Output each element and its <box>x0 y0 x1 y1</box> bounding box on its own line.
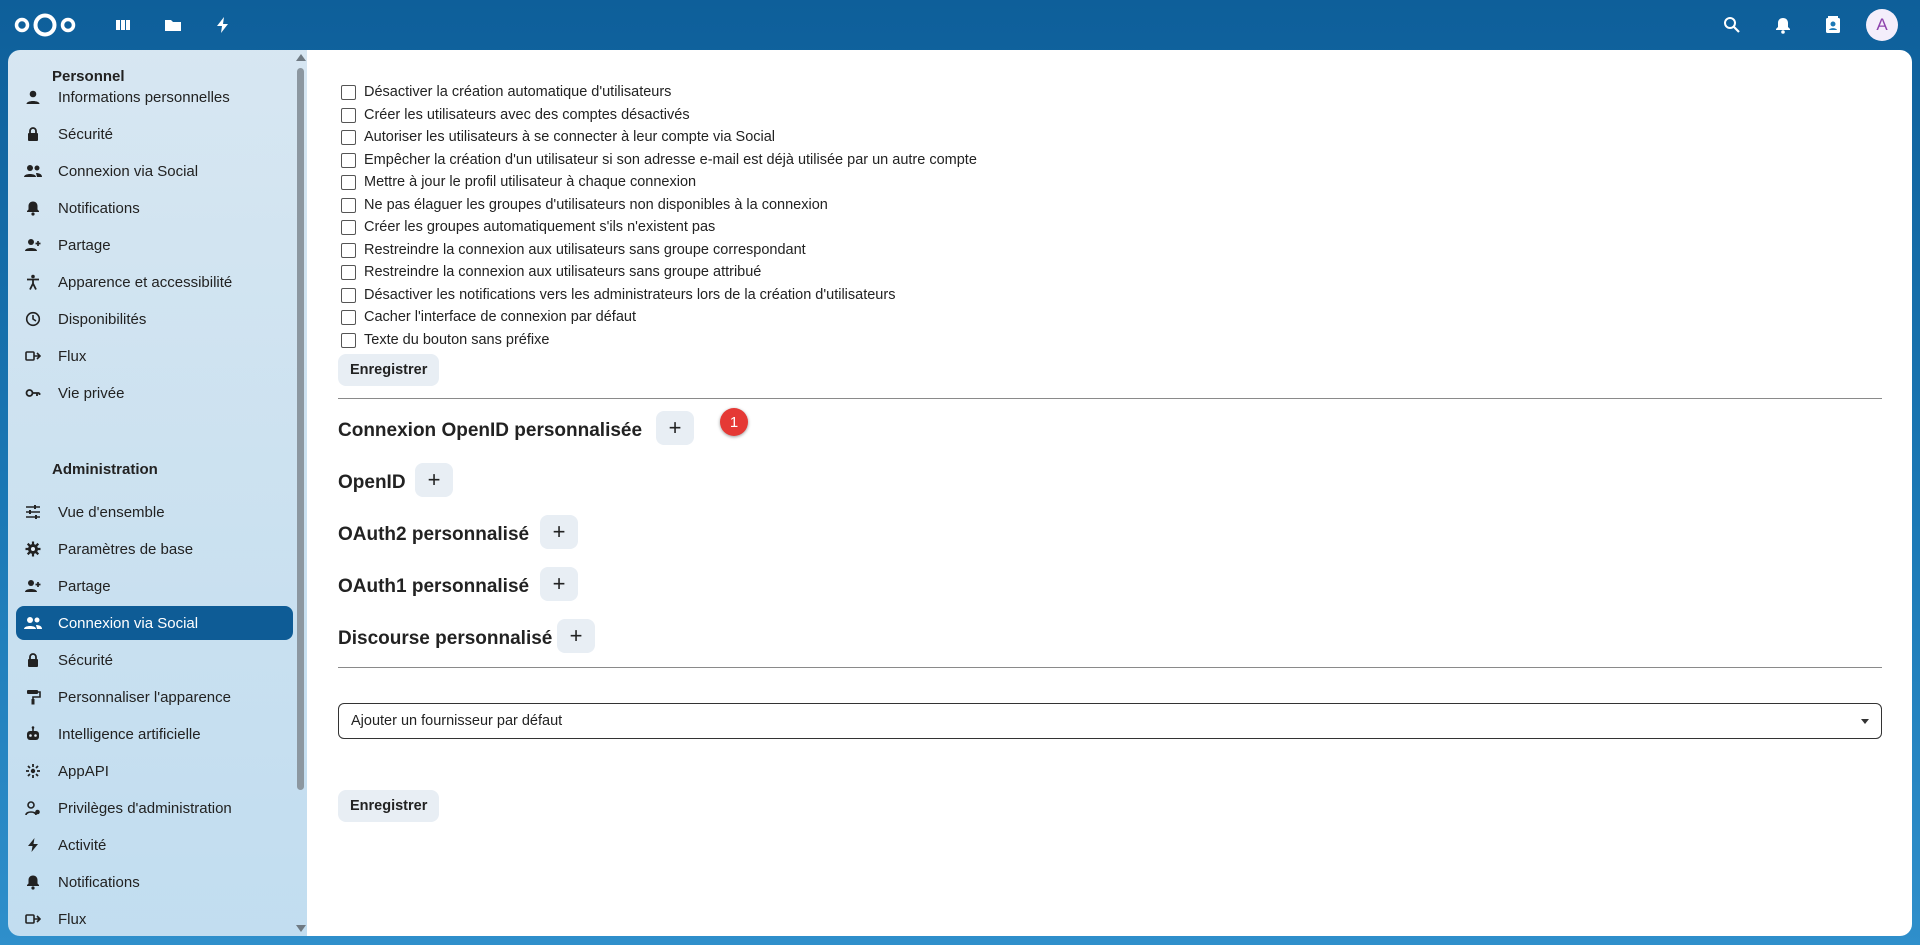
sidebar-item-privacy[interactable] <box>16 376 293 410</box>
personal-heading: Personnel <box>52 68 125 85</box>
divider <box>338 667 1882 668</box>
option-update-profile[interactable] <box>341 172 696 192</box>
sidebar-item-label: Personnaliser l'apparence <box>58 688 231 706</box>
checkbox[interactable] <box>341 243 356 258</box>
sidebar-item-flow[interactable] <box>16 339 293 373</box>
plus-icon: + <box>552 571 566 596</box>
sidebar-item-label: Vue d'ensemble <box>58 503 165 521</box>
sidebar-item-admin-notifications[interactable] <box>16 865 293 899</box>
sidebar-item-label: Flux <box>58 910 87 928</box>
checkbox-label: Autoriser les utilisateurs à se connecter à leur compte via Social <box>364 129 776 145</box>
sidebar-item-label: Flux <box>58 347 87 365</box>
option-create-disabled-accounts[interactable] <box>341 105 690 125</box>
sidebar-item-security[interactable] <box>16 117 293 151</box>
scroll-down-arrow-icon[interactable] <box>296 925 306 932</box>
checkbox[interactable] <box>341 108 356 123</box>
avatar-letter: A <box>1876 15 1888 34</box>
sidebar-item-label: Partage <box>58 577 111 595</box>
option-restrict-no-matching-group[interactable] <box>341 240 806 260</box>
add-custom-discourse-button[interactable] <box>557 619 595 653</box>
gear-icon <box>16 541 50 557</box>
option-allow-social-connect[interactable] <box>341 127 775 147</box>
sidebar-item-label: Privilèges d'administration <box>58 799 232 817</box>
checkbox[interactable] <box>341 333 356 348</box>
checkbox-label: Désactiver la création automatique d'utilisateurs <box>364 84 672 100</box>
appapi-icon <box>16 763 50 779</box>
option-restrict-no-group[interactable] <box>341 262 761 282</box>
share-icon <box>16 578 50 594</box>
sidebar-item-label: Intelligence artificielle <box>58 725 201 743</box>
sidebar-item-ai[interactable] <box>16 717 293 751</box>
checkbox[interactable] <box>341 175 356 190</box>
sidebar-item-label: Sécurité <box>58 651 114 669</box>
search-icon[interactable] <box>1720 13 1744 37</box>
option-disable-admin-notifications[interactable] <box>341 285 895 305</box>
sidebar-item-notifications[interactable] <box>16 191 293 225</box>
flow-icon <box>16 348 50 364</box>
lock-icon <box>16 126 50 142</box>
sidebar-item-label: Sécurité <box>58 125 114 143</box>
admin-user-icon <box>16 800 50 816</box>
key-icon <box>16 385 50 401</box>
checkbox[interactable] <box>341 198 356 213</box>
users-icon <box>16 163 50 179</box>
sidebar-item-admin-social-login[interactable] <box>16 606 293 640</box>
checkbox-label: Restreindre la connexion aux utilisateurs sans groupe attribué <box>364 264 762 280</box>
add-custom-oauth1-button[interactable] <box>540 567 578 601</box>
default-provider-placeholder: Ajouter un fournisseur par défaut <box>351 713 563 729</box>
administration-heading: Administration <box>52 461 158 478</box>
sidebar-item-label: AppAPI <box>58 762 109 780</box>
sidebar-item-label: Disponibilités <box>58 310 147 328</box>
sidebar-item-availability[interactable] <box>16 302 293 336</box>
save-button[interactable]: Enregistrer <box>338 354 439 386</box>
plus-icon: + <box>552 519 566 544</box>
divider <box>338 398 1882 399</box>
checkbox-label: Désactiver les notifications vers les administrateurs lors de la création d'utilisateurs <box>364 287 896 303</box>
plus-icon: + <box>427 467 441 492</box>
checkbox-label: Créer les groupes automatiquement s'ils n'existent pas <box>364 219 716 235</box>
files-icon[interactable] <box>161 13 185 37</box>
settings-sidebar <box>8 50 307 936</box>
sidebar-item-sharing[interactable] <box>16 228 293 262</box>
contacts-icon[interactable] <box>1821 13 1845 37</box>
flow-icon <box>16 911 50 927</box>
custom-oauth2-title: OAuth2 personnalisé <box>338 524 530 545</box>
scroll-up-arrow-icon[interactable] <box>296 54 306 61</box>
sidebar-item-appapi[interactable] <box>16 754 293 788</box>
sidebar-item-label: Notifications <box>58 199 140 217</box>
user-icon <box>16 89 50 105</box>
custom-discourse-title: Discourse personnalisé <box>338 628 553 649</box>
sidebar-item-label: Paramètres de base <box>58 540 194 558</box>
sidebar-item-label: Apparence et accessibilité <box>58 273 233 291</box>
sidebar-item-personal-info[interactable] <box>16 80 293 114</box>
custom-openid-title: Connexion OpenID personnalisée <box>338 420 643 441</box>
checkbox-label: Cacher l'interface de connexion par défaut <box>364 309 636 325</box>
lock-icon <box>16 652 50 668</box>
checkbox-label: Texte du bouton sans préfixe <box>364 332 550 348</box>
checkbox[interactable] <box>341 130 356 145</box>
clock-icon <box>16 311 50 327</box>
option-hide-default-login[interactable] <box>341 307 636 327</box>
sidebar-scrollbar-thumb[interactable] <box>297 68 304 790</box>
settings-content <box>307 50 1912 936</box>
sidebar-item-label: Connexion via Social <box>58 614 199 632</box>
option-button-no-prefix[interactable] <box>341 330 549 350</box>
option-auto-create-groups[interactable] <box>341 217 715 237</box>
default-provider-select[interactable] <box>338 703 1882 739</box>
checkbox[interactable] <box>341 153 356 168</box>
sidebar-item-label: Activité <box>58 836 107 854</box>
chevron-down-icon <box>1861 719 1869 724</box>
sidebar-item-label: Vie privée <box>58 384 125 402</box>
plus-icon: + <box>668 415 682 440</box>
checkbox[interactable] <box>341 310 356 325</box>
avatar[interactable] <box>1866 9 1898 41</box>
option-no-prune-groups[interactable] <box>341 195 828 215</box>
sidebar-item-appearance[interactable] <box>16 265 293 299</box>
add-custom-openid-button[interactable] <box>656 411 694 445</box>
option-prevent-duplicate-email[interactable] <box>341 150 977 170</box>
sidebar-item-theming[interactable] <box>16 680 293 714</box>
checkbox[interactable] <box>341 288 356 303</box>
checkbox-label: Mettre à jour le profil utilisateur à chaque connexion <box>364 174 697 190</box>
checkbox[interactable] <box>341 85 356 100</box>
plus-icon: + <box>569 623 583 648</box>
sidebar-item-social-login[interactable] <box>16 154 293 188</box>
openid-title: OpenID <box>338 472 406 493</box>
sidebar-item-admin-security[interactable] <box>16 643 293 677</box>
robot-icon <box>16 726 50 742</box>
paint-roller-icon <box>16 689 50 705</box>
checkbox-label: Ne pas élaguer les groupes d'utilisateurs non disponibles à la connexion <box>364 197 828 213</box>
custom-oauth1-title: OAuth1 personnalisé <box>338 576 530 597</box>
checkbox-label: Créer les utilisateurs avec des comptes désactivés <box>364 107 690 123</box>
top-bar <box>0 0 1920 50</box>
sidebar-item-admin-flow[interactable] <box>16 902 293 936</box>
bell-icon <box>16 874 50 890</box>
sidebar-item-label: Informations personnelles <box>58 88 230 106</box>
dashboard-icon[interactable] <box>111 13 135 37</box>
sidebar-item-label: Partage <box>58 236 111 254</box>
add-openid-button[interactable] <box>415 463 453 497</box>
notifications-icon[interactable] <box>1771 13 1795 37</box>
add-custom-oauth2-button[interactable] <box>540 515 578 549</box>
share-icon <box>16 237 50 253</box>
sidebar-item-label: Connexion via Social <box>58 162 199 180</box>
checkbox[interactable] <box>341 220 356 235</box>
option-disable-auto-create[interactable] <box>341 82 671 102</box>
accessibility-icon <box>16 274 50 290</box>
checkbox[interactable] <box>341 265 356 280</box>
annotation-badge: 1 <box>720 408 748 436</box>
activity-icon[interactable] <box>211 13 235 37</box>
nextcloud-logo[interactable] <box>14 11 76 39</box>
sidebar-item-activity[interactable] <box>16 828 293 862</box>
sliders-icon <box>16 504 50 520</box>
bell-icon <box>16 200 50 216</box>
checkbox-label: Restreindre la connexion aux utilisateurs sans groupe correspondant <box>364 242 806 258</box>
users-icon <box>16 615 50 631</box>
save-button-bottom[interactable]: Enregistrer <box>338 790 439 822</box>
sidebar-item-admin-privileges[interactable] <box>16 791 293 825</box>
sidebar-item-basic-settings[interactable] <box>16 532 293 566</box>
bolt-icon <box>16 837 50 853</box>
checkbox-label: Empêcher la création d'un utilisateur si son adresse e-mail est déjà utilisée par un autre compte <box>364 152 977 168</box>
sidebar-item-label: Notifications <box>58 873 140 891</box>
sidebar-item-admin-sharing[interactable] <box>16 569 293 603</box>
sidebar-item-overview[interactable] <box>16 495 293 529</box>
